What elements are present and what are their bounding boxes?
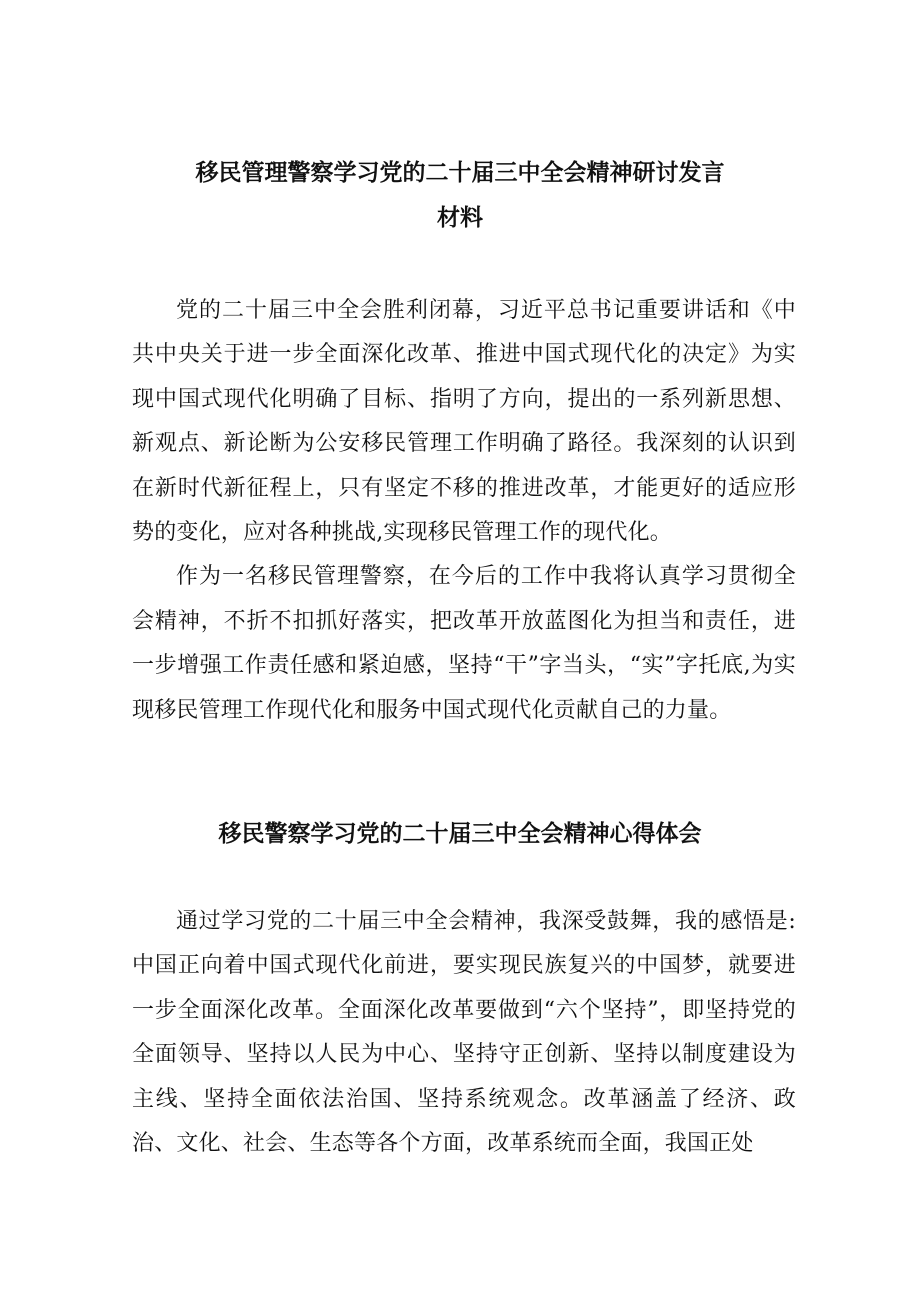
- section-2-title: 移民警察学习党的二十届三中全会精神心得体会: [218, 820, 702, 847]
- section-1-title-line-1: 移民管理警察学习党的二十届三中全会精神研讨发言: [195, 159, 725, 186]
- section-1-paragraph-2: 作为一名移民管理警察，在今后的工作中我将认真学习贯彻全会精神，不折不扣抓好落实，把改革开放蓝图化为担当和责任，进一步增强工作责任感和紧迫感，坚持“干”字当头，“实”字托底,为实现移民管理工作现代化和服务中国式现代化贡献自己的力量。: [132, 564, 796, 723]
- section-2-paragraph-1: 通过学习党的二十届三中全会精神，我深受鼓舞，我的感悟是: 中国正向着中国式现代化前进，要实现民族复兴的中国梦，就要进一步全面深化改革。全面深化改革要做到“六个坚持”，即坚持党的全面领导、坚持以人民为中心、坚持守正创新、坚持以制度建设为主线、坚持全面依法治国、坚持系统观念。改革涵盖了经济、政治、文化、社会、生态等各个方面，改革系统而全面，我国正处: [132, 909, 796, 1157]
- section-1-body: [132, 289, 796, 733]
- section-1-paragraph-1: 党的二十届三中全会胜利闭幕，习近平总书记重要讲话和《中共中央关于进一步全面深化改革、推进中国式现代化的决定》为实现中国式现代化明确了目标、指明了方向，提出的一系列新思想、新观点、新论断为公安移民管理工作明确了路径。我深刻的认识到在新时代新征程上，只有坚定不移的推进改革，才能更好的适应形势的变化，应对各种挑战,实现移民管理工作的现代化。: [132, 298, 796, 546]
- section-1-title-line-2: 材料: [437, 204, 483, 231]
- section-2-body: [132, 900, 796, 1166]
